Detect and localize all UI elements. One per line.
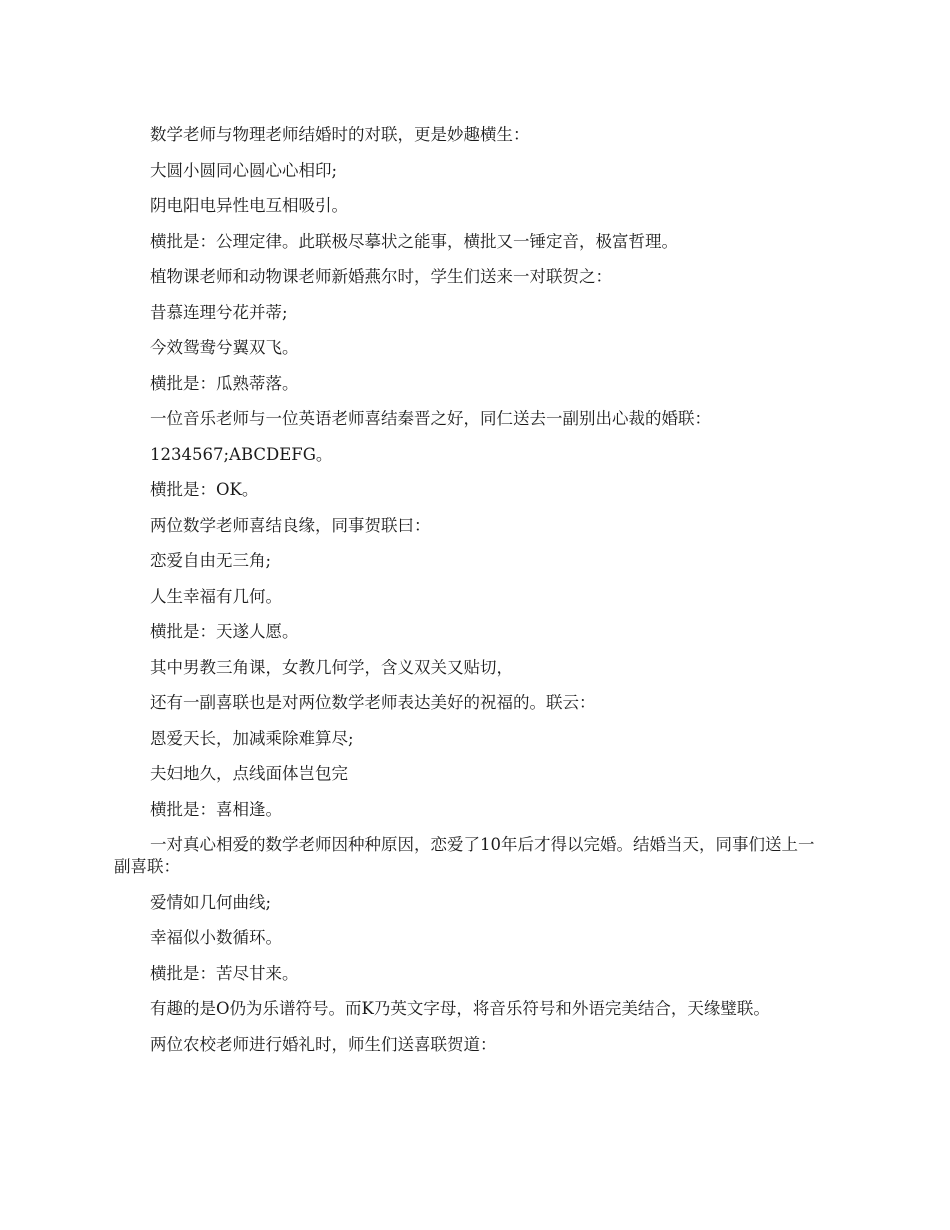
- paragraph: 爱情如几何曲线;: [150, 892, 272, 912]
- document-body: [114, 124, 830, 1069]
- paragraph: 有趣的是O仍为乐谱符号。而K乃英文字母，将音乐符号和外语完美结合，天缘璧联。: [150, 999, 770, 1018]
- paragraph: 阴电阳电异性电互相吸引。: [150, 196, 348, 215]
- paragraph: 幸福似小数循环。: [150, 928, 282, 947]
- paragraph: 其中男教三角课，女教几何学，含义双关又贴切，: [150, 657, 513, 677]
- paragraph: 横批是：OK。: [150, 480, 259, 499]
- paragraph: 横批是：公理定律。此联极尽摹状之能事，横批又一锤定音，极富哲理。: [150, 231, 678, 251]
- paragraph: 横批是：天遂人愿。: [150, 622, 299, 641]
- paragraph: 数学老师与物理老师结婚时的对联，更是妙趣横生：: [150, 125, 530, 144]
- paragraph: 恋爱自由无三角;: [150, 551, 272, 570]
- paragraph: 两位数学老师喜结良缘，同事贺联曰：: [150, 515, 431, 535]
- paragraph: 人生幸福有几何。: [150, 586, 282, 606]
- paragraph: 横批是：瓜熟蒂落。: [150, 373, 299, 393]
- paragraph: 横批是：苦尽甘来。: [150, 963, 299, 983]
- paragraph: 一对真心相爱的数学老师因种种原因，恋爱了10年后才得以完婚。结婚当天，同事们送上一副喜联：: [114, 835, 815, 876]
- paragraph: 昔慕连理兮花并蒂;: [150, 302, 288, 322]
- paragraph: 两位农校老师进行婚礼时，师生们送喜联贺道：: [150, 1034, 497, 1054]
- paragraph: 夫妇地久，点线面体岂包完: [150, 764, 348, 783]
- paragraph: 1234567;ABCDEFG。: [150, 444, 333, 464]
- paragraph: 恩爱天长，加减乘除难算尽;: [150, 728, 354, 748]
- paragraph: 植物课老师和动物课老师新婚燕尔时，学生们送来一对联贺之：: [150, 267, 612, 286]
- paragraph: 横批是：喜相逢。: [150, 799, 282, 819]
- paragraph: 今效鸳鸯兮翼双飞。: [150, 338, 299, 357]
- paragraph: 大圆小圆同心圆心心相印;: [150, 160, 338, 180]
- paragraph: 一位音乐老师与一位英语老师喜结秦晋之好，同仁送去一副别出心裁的婚联：: [150, 409, 711, 428]
- paragraph: 还有一副喜联也是对两位数学老师表达美好的祝福的。联云：: [150, 693, 596, 712]
